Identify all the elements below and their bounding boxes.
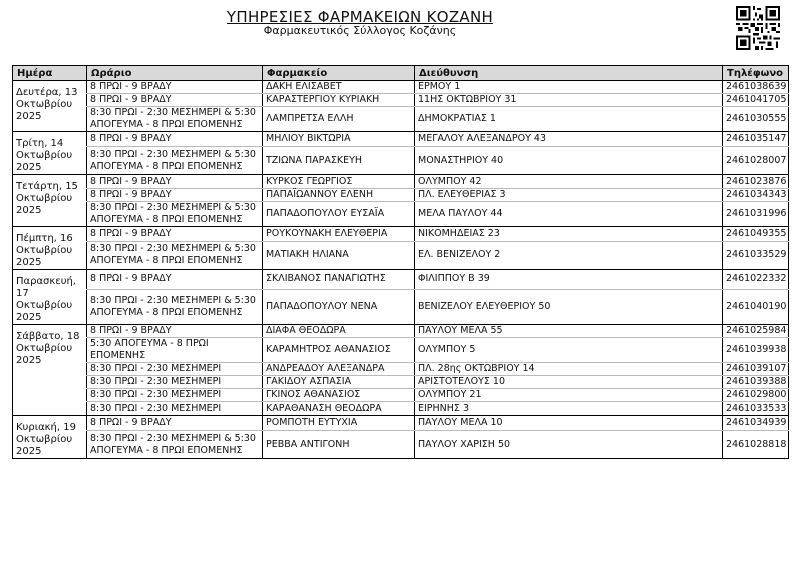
hours-cell: 8:30 ΠΡΩΙ - 2:30 ΜΕΣΗΜΕΡΙ: [87, 389, 263, 402]
table-row: [13, 94, 789, 107]
pharmacy-cell: ΔΙΑΦΑ ΘΕΟΔΩΡΑ: [263, 325, 415, 338]
hours-cell: 8:30 ΠΡΩΙ - 2:30 ΜΕΣΗΜΕΡΙ: [87, 402, 263, 416]
phone-cell: 2461028007: [723, 147, 789, 175]
day-cell: Τρίτη, 14 Οκτωβρίου 2025: [13, 132, 87, 175]
day-cell: Πέμπτη, 16 Οκτωβρίου 2025: [13, 227, 87, 270]
table-row: [13, 147, 789, 175]
hours-cell: 8 ΠΡΩΙ - 9 ΒΡΑΔΥ: [87, 175, 263, 189]
address-cell: 11ΗΣ ΟΚΤΩΒΡΙΟΥ 31: [415, 94, 723, 107]
table-row: [13, 227, 789, 242]
table-row: [13, 270, 789, 290]
pharmacy-cell: ΠΑΠΑΪΩΑΝΝΟΥ ΕΛΕΝΗ: [263, 189, 415, 202]
pharmacy-cell: ΤΖΙΩΝΑ ΠΑΡΑΣΚΕΥΗ: [263, 147, 415, 175]
phone-cell: 2461025984: [723, 325, 789, 338]
address-cell: ΠΑΥΛΟΥ ΜΕΛΑ 55: [415, 325, 723, 338]
hours-cell: 8:30 ΠΡΩΙ - 2:30 ΜΕΣΗΜΕΡΙ & 5:30 ΑΠΟΓΕΥΜΑ - 8 ΠΡΩΙ ΕΠΟΜΕΝΗΣ: [87, 289, 263, 324]
table-row: [13, 431, 789, 459]
address-cell: ΠΛ. ΕΛΕΥΘΕΡΙΑΣ 3: [415, 189, 723, 202]
address-cell: ΕΛ. ΒΕΝΙΖΕΛΟΥ 2: [415, 241, 723, 269]
page-subtitle: Φαρμακευτικός Σύλλογος Κοζάνης: [263, 24, 457, 37]
address-cell: ΕΙΡΗΝΗΣ 3: [415, 402, 723, 416]
day-cell: Παρασκευή, 17 Οκτωβρίου 2025: [13, 270, 87, 325]
qr-code-icon: [736, 6, 780, 50]
table-row: [13, 202, 789, 227]
table-row: [13, 241, 789, 269]
day-cell: Σάββατο, 18 Οκτωβρίου 2025: [13, 325, 87, 416]
column-header-phone: Τηλέφωνο: [723, 66, 789, 81]
address-cell: ΟΛΥΜΠΟΥ 21: [415, 389, 723, 402]
table-row: [13, 402, 789, 416]
hours-cell: 8:30 ΠΡΩΙ - 2:30 ΜΕΣΗΜΕΡΙ: [87, 376, 263, 389]
phone-cell: 2461039938: [723, 338, 789, 363]
table-row: [13, 389, 789, 402]
hours-cell: 8:30 ΠΡΩΙ - 2:30 ΜΕΣΗΜΕΡΙ: [87, 363, 263, 376]
column-header-hours: Ωράριο: [87, 66, 263, 81]
pharmacy-cell: ΚΑΡΑΜΗΤΡΟΣ ΑΘΑΝΑΣΙΟΣ: [263, 338, 415, 363]
hours-cell: 8 ΠΡΩΙ - 9 ΒΡΑΔΥ: [87, 132, 263, 147]
hours-cell: 8:30 ΠΡΩΙ - 2:30 ΜΕΣΗΜΕΡΙ & 5:30 ΑΠΟΓΕΥΜΑ - 8 ΠΡΩΙ ΕΠΟΜΕΝΗΣ: [87, 431, 263, 459]
column-header-pharmacy: Φαρμακείο: [263, 66, 415, 81]
pharmacy-cell: ΠΑΠΑΔΟΠΟΥΛΟΥ ΝΕΝΑ: [263, 289, 415, 324]
phone-cell: 2461035147: [723, 132, 789, 147]
address-cell: ΜΕΛΑ ΠΑΥΛΟΥ 44: [415, 202, 723, 227]
address-cell: ΟΛΥΜΠΟΥ 42: [415, 175, 723, 189]
day-cell: Δευτέρα, 13 Οκτωβρίου 2025: [13, 81, 87, 132]
hours-cell: 8:30 ΠΡΩΙ - 2:30 ΜΕΣΗΜΕΡΙ & 5:30 ΑΠΟΓΕΥΜΑ - 8 ΠΡΩΙ ΕΠΟΜΕΝΗΣ: [87, 147, 263, 175]
address-cell: ΠΑΥΛΟΥ ΧΑΡΙΣΗ 50: [415, 431, 723, 459]
table-row: [13, 132, 789, 147]
table-row: [13, 81, 789, 94]
hours-cell: 8 ΠΡΩΙ - 9 ΒΡΑΔΥ: [87, 325, 263, 338]
hours-cell: 8:30 ΠΡΩΙ - 2:30 ΜΕΣΗΜΕΡΙ & 5:30 ΑΠΟΓΕΥΜΑ - 8 ΠΡΩΙ ΕΠΟΜΕΝΗΣ: [87, 241, 263, 269]
phone-cell: 2461033529: [723, 241, 789, 269]
pharmacy-cell: ΓΚΙΝΟΣ ΑΘΑΝΑΣΙΟΣ: [263, 389, 415, 402]
hours-cell: 8 ΠΡΩΙ - 9 ΒΡΑΔΥ: [87, 416, 263, 431]
table-row: [13, 289, 789, 324]
address-cell: ΒΕΝΙΖΕΛΟΥ ΕΛΕΥΘΕΡΙΟΥ 50: [415, 289, 723, 324]
pharmacy-cell: ΓΑΚΙΔΟΥ ΑΣΠΑΣΙΑ: [263, 376, 415, 389]
phone-cell: 2461034343: [723, 189, 789, 202]
pharmacy-cell: ΚΥΡΚΟΣ ΓΕΩΡΓΙΟΣ: [263, 175, 415, 189]
pharmacy-cell: ΑΝΔΡΕΑΔΟΥ ΑΛΕΞΑΝΔΡΑ: [263, 363, 415, 376]
phone-cell: 2461038639: [723, 81, 789, 94]
hours-cell: 8:30 ΠΡΩΙ - 2:30 ΜΕΣΗΜΕΡΙ & 5:30 ΑΠΟΓΕΥΜΑ - 8 ΠΡΩΙ ΕΠΟΜΕΝΗΣ: [87, 107, 263, 132]
table-row: [13, 189, 789, 202]
address-cell: ΟΛΥΜΠΟΥ 5: [415, 338, 723, 363]
pharmacy-cell: ΜΑΤΙΑΚΗ ΗΛΙΑΝΑ: [263, 241, 415, 269]
address-cell: ΔΗΜΟΚΡΑΤΙΑΣ 1: [415, 107, 723, 132]
hours-cell: 8 ΠΡΩΙ - 9 ΒΡΑΔΥ: [87, 189, 263, 202]
hours-cell: 8 ΠΡΩΙ - 9 ΒΡΑΔΥ: [87, 227, 263, 242]
table-row: [13, 325, 789, 338]
phone-cell: 2461022332: [723, 270, 789, 290]
table-row: [13, 416, 789, 431]
address-cell: ΑΡΙΣΤΟΤΕΛΟΥΣ 10: [415, 376, 723, 389]
page-title: ΥΠΗΡΕΣΙΕΣ ΦΑΡΜΑΚΕΙΩΝ ΚΟΖΑΝΗ: [226, 8, 494, 26]
pharmacy-cell: ΔΑΚΗ ΕΛΙΣΑΒΕΤ: [263, 81, 415, 94]
phone-cell: 2461041705: [723, 94, 789, 107]
day-cell: Τετάρτη, 15 Οκτωβρίου 2025: [13, 175, 87, 227]
pharmacy-cell: ΡΕΒΒΑ ΑΝΤΙΓΟΝΗ: [263, 431, 415, 459]
table-row: [13, 363, 789, 376]
phone-cell: 2461029800: [723, 389, 789, 402]
table-row: [13, 338, 789, 363]
column-header-day: Ημέρα: [13, 66, 87, 81]
address-cell: ΜΕΓΑΛΟΥ ΑΛΕΞΑΝΔΡΟΥ 43: [415, 132, 723, 147]
table-row: [13, 107, 789, 132]
hours-cell: 8:30 ΠΡΩΙ - 2:30 ΜΕΣΗΜΕΡΙ & 5:30 ΑΠΟΓΕΥΜΑ - 8 ΠΡΩΙ ΕΠΟΜΕΝΗΣ: [87, 202, 263, 227]
address-cell: ΜΟΝΑΣΤΗΡΙΟΥ 40: [415, 147, 723, 175]
address-cell: ΠΛ. 28ης ΟΚΤΩΒΡΙΟΥ 14: [415, 363, 723, 376]
pharmacy-schedule-table: [12, 65, 789, 459]
hours-cell: 8 ΠΡΩΙ - 9 ΒΡΑΔΥ: [87, 81, 263, 94]
pharmacy-cell: ΚΑΡΑΣΤΕΡΓΙΟΥ ΚΥΡΙΑΚΗ: [263, 94, 415, 107]
pharmacy-cell: ΣΚΛΙΒΑΝΟΣ ΠΑΝΑΓΙΩΤΗΣ: [263, 270, 415, 290]
phone-cell: 2461039388: [723, 376, 789, 389]
phone-cell: 2461034939: [723, 416, 789, 431]
address-cell: ΕΡΜΟΥ 1: [415, 81, 723, 94]
hours-cell: 5:30 ΑΠΟΓΕΥΜΑ - 8 ΠΡΩΙ ΕΠΟΜΕΝΗΣ: [87, 338, 263, 363]
address-cell: ΦΙΛΙΠΠΟΥ Β 39: [415, 270, 723, 290]
table-row: [13, 175, 789, 189]
schedule-body: [13, 81, 789, 459]
phone-cell: 2461033533: [723, 402, 789, 416]
day-cell: Κυριακή, 19 Οκτωβρίου 2025: [13, 416, 87, 459]
table-header-row: [13, 66, 789, 81]
phone-cell: 2461031996: [723, 202, 789, 227]
phone-cell: 2461049355: [723, 227, 789, 242]
table-row: [13, 376, 789, 389]
pharmacy-cell: ΛΑΜΠΡΕΤΣΑ ΕΛΛΗ: [263, 107, 415, 132]
pharmacy-cell: ΡΟΜΠΟΤΗ ΕΥΤΥΧΙΑ: [263, 416, 415, 431]
address-cell: ΠΑΥΛΟΥ ΜΕΛΑ 10: [415, 416, 723, 431]
column-header-address: Διεύθυνση: [415, 66, 723, 81]
pharmacy-cell: ΚΑΡΑΘΑΝΑΣΗ ΘΕΟΔΩΡΑ: [263, 402, 415, 416]
phone-cell: 2461030555: [723, 107, 789, 132]
phone-cell: 2461028818: [723, 431, 789, 459]
phone-cell: 2461039107: [723, 363, 789, 376]
hours-cell: 8 ΠΡΩΙ - 9 ΒΡΑΔΥ: [87, 270, 263, 290]
pharmacy-cell: ΠΑΠΑΔΟΠΟΥΛΟΥ ΕΥΣΑΪΑ: [263, 202, 415, 227]
phone-cell: 2461040190: [723, 289, 789, 324]
address-cell: ΝΙΚΟΜΗΔΕΙΑΣ 23: [415, 227, 723, 242]
pharmacy-cell: ΜΗΛΙΟΥ ΒΙΚΤΩΡΙΑ: [263, 132, 415, 147]
phone-cell: 2461023876: [723, 175, 789, 189]
hours-cell: 8 ΠΡΩΙ - 9 ΒΡΑΔΥ: [87, 94, 263, 107]
pharmacy-cell: ΡΟΥΚΟΥΝΑΚΗ ΕΛΕΥΘΕΡΙΑ: [263, 227, 415, 242]
